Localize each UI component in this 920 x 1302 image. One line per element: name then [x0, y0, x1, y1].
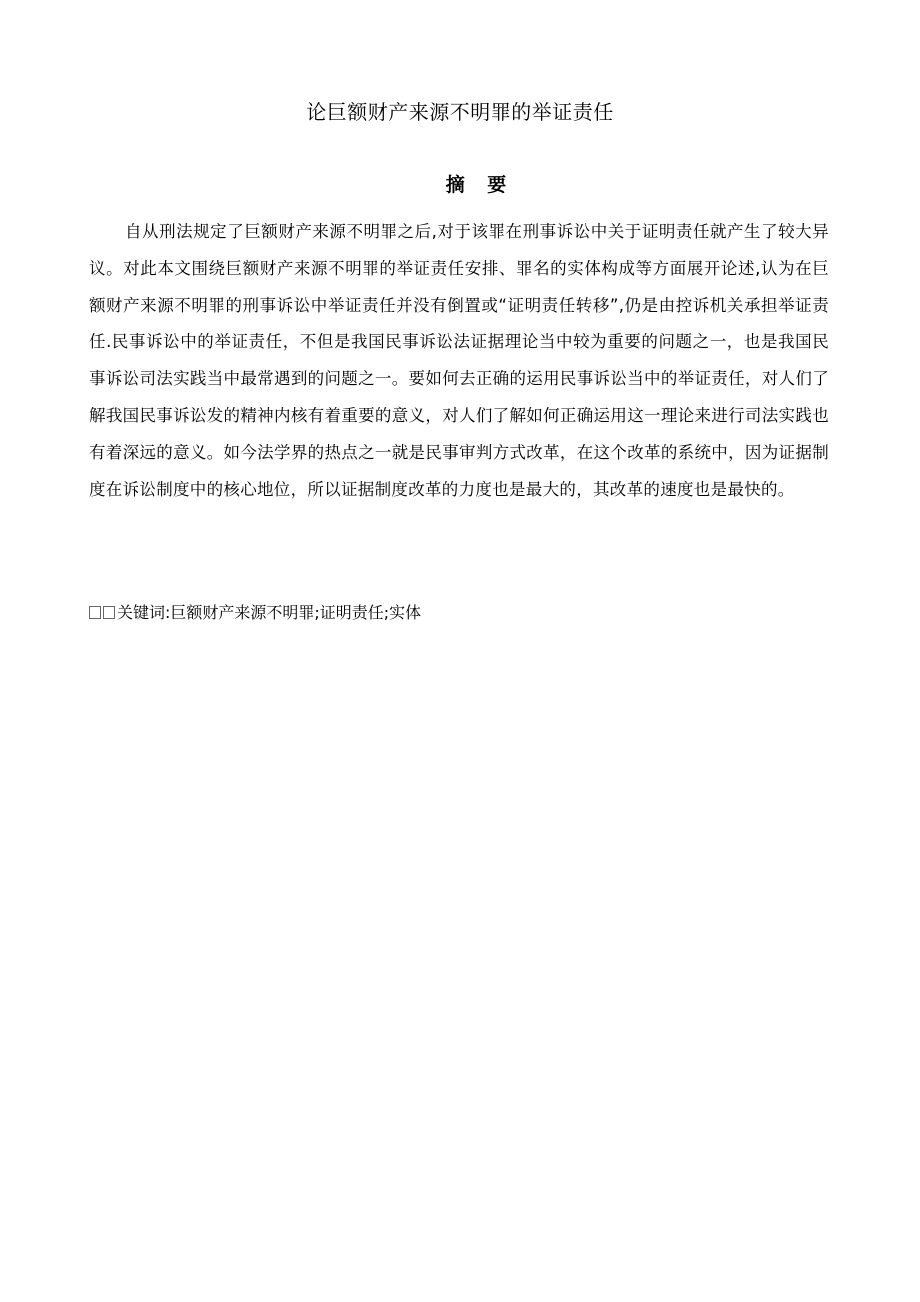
keywords-line — [89, 598, 829, 628]
document-title: 论巨额财产来源不明罪的举证责任 — [306, 100, 614, 124]
missing-glyph-box-icon — [89, 606, 101, 619]
missing-glyph-box-icon — [103, 606, 115, 619]
abstract-heading: 摘 要 — [445, 174, 515, 196]
abstract-body: 自从刑法规定了巨额财产来源不明罪之后,对于该罪在刑事诉讼中关于证明责任就产生了较大异议。对此本文围绕巨额财产来源不明罪的举证责任安排、罪名的实体构成等方面展开论述,认为在巨额财产来源不明罪的刑事诉讼中举证责任并没有倒置或“证明责任转移”,仍是由控诉机关承担举证责任.民事诉讼中的举证责任，不但是我国民事诉讼法证据理论当中较为重要的问题之一，也是我国民事诉讼司法实践当中最常遇到的问题之一。要如何去正确的运用民事诉讼当中的举证责任，对人们了解我国民事诉讼发的精神内核有着重要的意义，对人们了解如何正确运用这一理论来进行司法实践也有着深远的意义。如今法学界的热点之一就是民事审判方式改革，在这个改革的系统中，因为证据制度在诉讼制度中的核心地位，所以证据制度改革的力度也是最大的，其改革的速度也是最快的。 — [89, 222, 829, 499]
keywords-text: 关键词:巨额财产来源不明罪;证明责任;实体 — [117, 603, 422, 622]
